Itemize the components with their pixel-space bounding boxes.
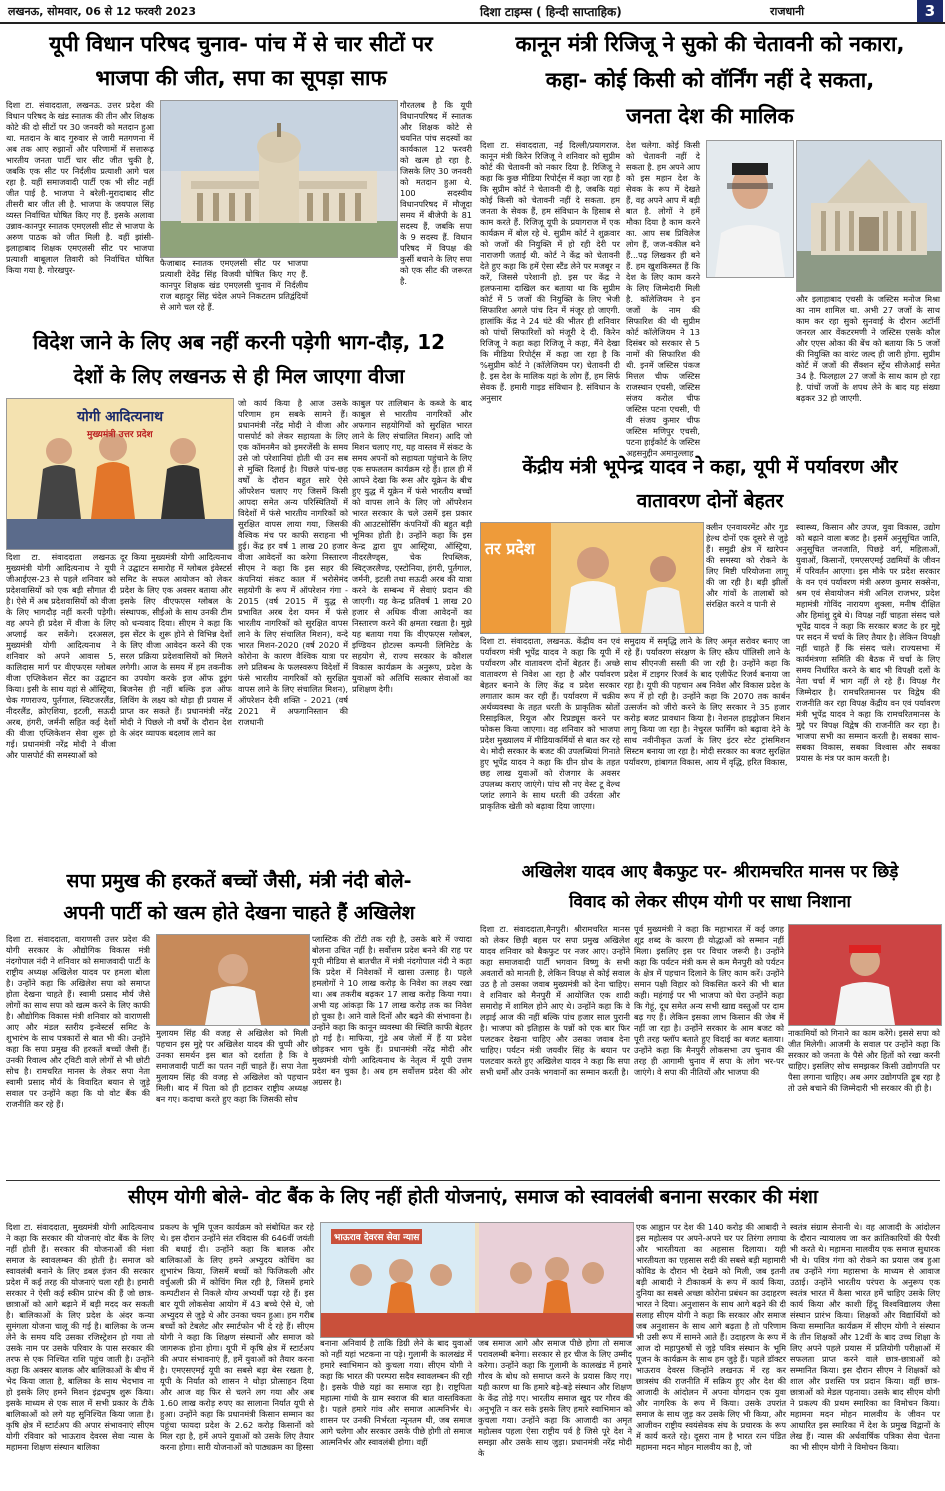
a1-headline-line2: भाजपा की जीत, सपा का सूपड़ा साफ — [95, 66, 387, 90]
a2-column-3: और इलाहाबाद एचसी के जस्टिस मनोज मिश्रा का नाम शामिल था. अभी 27 जजों के साथ काम कर रहा सुको सुनवाई के दौरान अटॉर्नी जनरल आर वेंकटरमणी ने जस्टिस एसके कौल और एएस ओका की बेंच को बताया कि 5 जजों की नियुक्ति का वारंट जल्द ही जारी होगा. सुप्रीम कोर्ट में जजों की सैंक्शन स्ट्रेंथ सीजेआई समेत 34 है. फिलहाल 27 जजों के साथ काम हो रहा है. पांचों जजों के शपथ लेने के बाद यह संख्या बढ़कर 32 हो जाएगी. — [796, 294, 940, 403]
a6-headline-line2: विवाद को लेकर सीएम योगी पर साधा निशाना — [569, 892, 851, 912]
a3-photo-event — [6, 398, 234, 550]
a1-column-1: दिशा टा. संवाददाता, लखनऊ. उत्तर प्रदेश की विधान परिषद के खंड स्नातक की तीन और शिक्षक कोटे की दो सीटों पर 30 जनवरी को मतदान हुआ था. मतदान के बाद गुरुवार से जारी मतगणना में अब तक आए रुझानों और परिणामों में सत्तारूढ़ भारतीय जनता पार्टी चार सीट जीत चुकी है, जबकि एक सीट पर निर्दलीय प्रत्याशी आगे चल रहा है. यहीं समाजवादी पार्टी एक भी सीट नहीं जीत पाई है. भाजपा ने बरेली-मुरादाबाद सीट तीसरी बार जीत ली है. भाजपा के जयपाल सिंह व्यस्त निर्वाचित घोषित किए गए हैं. इसके अलावा उन्नाव-कानपुर स्नातक एमएलसी सीट से भाजपा के अरुण पाठक को जीत मिली है. वहीं झांसी-इलाहाबाद शिक्षक एमएलसी सीट पर भाजपा प्रत्याशी बाबूलाल तिवारी को निर्वाचित घोषित किया गया है. गोरखपुर- — [6, 100, 154, 275]
a1-photo-vidhan-bhawan — [160, 100, 398, 258]
a6-column-3: नाकामियों को गिनाने का काम करेंगे। इससे सपा को जीत मिलेगी। आजमी के सवाल पर उन्होंने कहा कि सरकार को जनता के पैसे और हितों को रखा करनी चाहिए। इसलिए सोच समझकर किसी उद्योगपति पर पैसा लगाना चाहिए। अब अगर उद्योगपति डूब रहा है तो उसे बचाने की जिम्मेदारी भी सरकार की ही है। — [788, 1028, 940, 1093]
a6-photo-akhilesh — [788, 924, 942, 1026]
a4-headline-line1: केंद्रीय मंत्री भूपेन्द्र यादव ने कहा, यूपी में पर्यावरण और — [522, 456, 898, 478]
minister-nandi-portrait — [157, 935, 309, 1025]
a7-column-3: बनाना अनिवार्य है ताकि डिग्री लेने के बाद युवाओं को नहीं यहां भटकना ना पड़े। गुलामी के कालखंड में हमारे स्वाभिमान को कुचला गया। सीएम योगी ने कहा कि भारत की परम्परा सदैव स्वावलम्बन की रही है। इसके पीछे यहां का समाज रहा है। राष्ट्रपिता महात्मा गांधी के ग्राम स्वराज की बात वास्तविकता है। पहले हमारे गांव और समाज आत्मनिर्भर थे। शासन पर उनकी निर्भरता न्यूनतम थी, जब समाज आगे चलेगा और सरकार उसके पीछे होगी तो समाज आत्मनिर्भर और स्वावलंबी होगा। वहीं — [320, 1338, 472, 1447]
a7-column-4: जब समाज आगे और समाज पीछे होगा तो समाज परावलम्बी बनेगा। सरकार से हर चीज के लिए उम्मीद करेगा। उन्होंने कहा कि गुलामी के कालखंड में हमारे गौरव के बोध को समाप्त करने के प्रयास किए गए। यही कारण था कि हमारे बड़े-बड़े संस्थान और शिक्षण के केंद्र तोड़े गए। भारतीय समाज खुद पर गौरव की अनुभूति न कर सके इसके लिए हमारे स्वाभिमान को कुचला गया। उन्होंने कहा कि आजादी का अमृत महोत्सव पहला ऐसा राष्ट्रीय पर्व है जिसे पूरे देश ने समझा और उसके साथ जुड़ा। प्रधानमंत्री नरेंद्र मोदी के — [478, 1338, 632, 1458]
a2-photo-supreme-court — [796, 140, 942, 292]
page-number: 3 — [917, 0, 943, 22]
a5-column-3: प्लास्टिक की टोंटी तक रही है, उसके बारे में ज्यादा बोलना उचित नहीं है। सर्वोत्तम प्रदेश बनने की राह पर यूपी मीडिया से बातचीत में मंत्री नंदगोपाल नंदी ने कहा कि प्रदेश में निवेशकों में खासा उत्साह है। पहले हमलोगों ने 10 लाख करोड़ के निवेश का लक्ष्य रखा था। अब तकरीब बढ़कर 17 लाख करोड़ किया गया। अभी यह आंकड़ा कि 17 लाख करोड़ तक का निवेश हो चुका है। आने वाले दिनों और बढ़ने की संभावना है। उन्होंने कहा कि कानून व्यवस्था की स्थिति काफी बेहतर हो गई है। माफिया, गुंडे अब जेलों में हैं या प्रदेश छोड़कर भाग चुके हैं। प्रधानमंत्री नरेंद्र मोदी और मुख्यमंत्री योगी आदित्यनाथ के नेतृत्व में यूपी उत्तम प्रदेश बन चुका है। अब हम सर्वोत्तम प्रदेश की ओर अग्रसर है। — [312, 934, 472, 1087]
akhilesh-portrait — [789, 925, 941, 1025]
a4-column-2-bottom: समुदाय में समृद्धि लाने के लिए अमृत सरोवर बनाए जा रहे हैं। पर्यावरण संरक्षण के लिए स्क्रैप पॉलिसी लाने के साथ सीएनजी सस्ती की जा रही है। उन्होंने कहा कि प्रदेश में टाइगर रिजर्व के बाद एलीफेंट रिजर्व बनाया जा रहा है। यूपी की पहचान अब निवेश और विकास प्रदेश के रूप में हो रही है। उन्होंने कहा कि 2070 तक कार्बन उत्सर्जन को जीरो करने के लिए सरकार ने 35 हजार करोड़ बजट प्रावधान किया है। नेशनल हाइड्रोजन मिशन लागू किया जा रहा है। नेचुरल फार्मिंग को बढ़ावा देने के साथ नवीनीकृत ऊर्जा के लिए इंटर स्टेट ट्रांसमिशन सिस्टम बनाया जा रहा है। मोदी सरकार का बजट सुरक्षित पर्यावरण, हांबागत विकास, आय में वृद्धि, हरित विकास, — [624, 636, 790, 767]
a5-column-2: मुलायम सिंह की वजह से अखिलेश को मिली पहचान इस मुद्दे पर अखिलेश यादव की चुप्पी और उनका समर्थन इस बात को दर्शाता है कि वे समाजवादी पार्टी का पतन नहीं चाहते हैं। सपा नेता मुलायम सिंह की वजह से अखिलेश को पहचान मिली। बाद में पिता को ही हटाकर राष्ट्रीय अध्यक्ष बन गए। कदाचा करते हुए कहा कि जिसकी सोच — [156, 1028, 308, 1104]
supreme-court-building — [797, 141, 941, 291]
a2-headline-line1: कानून मंत्री रिजिजू ने सुको की चेतावनी को नकारा, — [515, 32, 905, 56]
section-name: राजधानी — [770, 5, 805, 18]
a1-column-3: गौरतलब है कि यूपी विधानपरिषद में स्नातक और शिक्षक कोटे से चयनित पांच सदस्यों का कार्यकाल 12 फरवरी को खत्म हो रहा है. जिसके लिए 30 जनवरी को मतदान हुआ थे. 100 सदस्यीय विधानपरिषद में मौजूदा समय में बीजेपी के 81 सदस्य हैं, जबकि सपा के 9 सदस्य हैं. विधान परिषद में विपक्ष की कुर्सी बचाने के लिए सपा को एक सीट की जरूरत है. — [400, 100, 472, 286]
a7-column-6: स्वतंत्र संग्राम सेनानी थे। वह आजादी के आंदोलन के दौरान न्यायालय जा कर क्रांतिकारियों की पैरवी भी करते थे। महामना मालवीय एक समाज सुधारक भी थे। पवित्र गंगा को रोकने का प्रयास जब हुआ तब उन्होंने गंगा महासभा के माध्यम से आवाज उठाई। उन्होंने भारतीय परंपरा के अनुरूप एक स्वतंत्र भारत में कैसा भारत हमें चाहिए उसके लिए कार्य किया और काशी हिंदू विश्वविद्यालय जैसा संस्थान प्रारंभ किया। शिक्षकों और विद्यार्थियों को किया सम्मानित कार्यक्रम में सीएम योगी ने संस्थान के तीन शिक्षकों और 12वीं के बाद उच्च शिक्षा के लिए अपने पहले प्रयास में प्रतियोगी परीक्षाओं में सफलता प्राप्त करने वाले छात्र-छात्राओं को सम्मानित किया। इस दौरान सीएम ने शिक्षकों को शाल और प्रशस्ति पत्र प्रदान किया। वहीं छात्र-छात्राओं को मेडल पहनाया। उसके बाद सीएम योगी ने प्रकल्प की प्रथम स्मारिका का विमोचन किया। महामना मदन मोहन मालवीय के जीवन पर आधारित इस स्मारिका में देश के प्रमुख विद्वानों के लेख हैं। न्यास की अर्धवार्षिक पत्रिका सेवा चेतना का भी सीएम योगी ने विमोचन किया। — [790, 1222, 940, 1452]
a2-headline-line3: जनता देश की मालिक — [626, 104, 794, 128]
a2-column-1: दिशा टा. संवाददाता, नई दिल्ली/प्रयागराज. कानून मंत्री किरेन रिजिजू ने शनिवार को सुप्रीम कोर्ट की चेतावनी को नकार दिया है. रिजिजू ने कहा कि कुछ मीडिया रिपोर्ट्स में कहा जा रहा है कि सुप्रीम कोर्ट ने चेतावनी दी है, जबकि यहां कोई किसी को चेतावनी नहीं दे सकता. हम जनता के सेवक हैं, हम संविधान के हिसाब से काम करते हैं. रिजिजू यूपी के प्रयागराज में एक कार्यक्रम में बोल रहे थे. सुप्रीम कोर्ट ने शुक्रवार को जजों की नियुक्ति में हो रही देरी पर नाराजगी जताई थी. कोर्ट ने केंद्र को चेतावनी देते हुए कहा कि हमें ऐसा स्टैंड लेने पर मजबूर न करें, जिससे परेशानी हो. इस पर केंद्र ने हलफनामा दाखिल कर बताया था कि सुप्रीम कोर्ट में 5 जजों की नियुक्ति के लिए भेजी सिफारिश अगले पांच दिन में मंजूर हो जाएगी. हालांकि केंद्र ने 24 घंटे की भीतर ही शनिवार को पांचों सिफारिशों को मंजूरी दे दी. किरेन रिजिजू ने कहा कहा रिजिजू ने कहा, मैंने देखा कि मीडिया रिपोर्ट्स में कहा जा रहा है कि %सुप्रीम कोर्ट ने (कॉलेजियम पर) चेतावनी दी है. इस देश के मालिक यहां के लोग हैं, हम सिर्फ सेवक हैं. हमारी गाइड संविधान है. संविधान के अनुसार — [480, 140, 620, 403]
a3-headline-line2: देशों के लिए लखनऊ से ही मिल जाएगा वीजा — [73, 364, 405, 388]
a3-banner-subtext: मुख्यमंत्री उत्तर प्रदेश — [87, 430, 153, 440]
a7-photo-event — [320, 1222, 634, 1338]
a5-headline-line1: सपा प्रमुख की हरकतें बच्चों जैसी, मंत्री नंदी बोले- — [66, 870, 412, 892]
a5-column-1: दिशा टा. संवाददाता, वाराणसी उत्तर प्रदेश की योगी सरकार के औद्योगिक विकास मंत्री नंदगोपाल नंदी ने शनिवार को समाजवादी पार्टी के राष्ट्रीय अध्यक्ष अखिलेश यादव पर हमला बोला है। उन्होंने कहा कि अखिलेश सपा को समाप्त होता देखना चाहते हैं। स्वामी प्रसाद मौर्य जैसे लोगों का साथ सपा को खत्म करने के लिए काफी है। औद्योगिक विकास मंत्री शनिवार को वाराणसी आए और मंडल स्तरीय इन्वेस्टर्स समिट के शुभारंभ के साथ पत्रकारों से बात भी की। उन्होंने कहा कि सपा प्रमुख की हरकतें बच्चों जैसी हैं। उनकी रिवाल्व और ट्विटी वाले लोगों से भी छोटी सोच है। रामचरित मानस के लेकर सपा नेता स्वामी प्रसाद मौर्य के विवादित बयान से जुड़े सवाल पर उन्होंने कहा कि यो वोट बैंक की राजनीति कर रहे हैं। — [6, 934, 150, 1109]
a7-column-1: दिशा टा. संवाददाता, मुख्यमंत्री योगी आदित्यनाथ ने कहा कि सरकार की योजनाएं वोट बैंक के लिए नहीं होती हैं। सरकार की योजनाओं की मंशा समाज के स्वावलम्बन की होती है। समाज को स्वावलंबी बनाने के लिए डबल इंजन की सरकार प्रदेश में कई तरह की योजनाएं चला रही है। हमारी सरकार ने ऐसी कई स्कीम प्रारंभ की हैं जो छात्र-छात्राओं को आगे बढ़ाने में बड़ी मदद कर सकती है। बालिकाओं के लिए प्रदेश के अंदर कन्या सुमंगला योजना चालू की गई है। बालिका के जन्म लेने के समय यदि उसका रजिस्ट्रेशन हो गया तो उसके नाम पर उसके परिवार के पास सरकार की तरफ से एक निश्चित राशि पहुंच जाती है। उन्होंने कहा कि अक्सर बालक और बालिकाओं के बीच में भेद किया जाता है, बालिका के साथ भेदभाव ना हो इसके लिए हमने मिशन इंद्रधनुष शुरू किया। इसके माध्यम से एक साल में सभी प्रकार के टीके बालिकाओं को लगे यह सुनिश्चित किया जाता है। कृषि क्षेत्र में स्टार्टअप की अपार संभावनाएं सीएम योगी रविवार को भाऊराव देवरस सेवा न्यास के महामना शिक्षण संस्थान बालिका — [6, 1222, 154, 1452]
a6-column-2: पूर्व मुख्यमंत्री ने कहा कि महाभारत में कई जगह शूद्र शब्द के कारण ही योद्धाओं को सम्मान नहीं मिला। इसलिए इस पर विचार जरूरी है। उन्होंने कहा कि पर्यटन मंत्री कम से कम मैनपुरी को पर्यटन के क्षेत्र में पहचान दिलाने के लिए काम करें। उन्होंने समान पक्षी विहार को विकसित करने की भी बात कही। महंगाई पर भी भाजपा को घेरा उन्होंने कहा कि गेहूं, दूध समेत अन्य सभी खाद्य वस्तुओं पर दाम बढ़ गए हैं। लेकिन इसका लाभ किसान की जेब में नहीं जा रहा है। उन्होंने सरकार के आम बजट को पूरी तरह फ्लॉप बताते हुए विदाई का बजट बताया। उन्होंने कहा कि मैनपुरी लोकसभा उप चुनाव की तरह ही आगामी चुनाव में सपा के लोग भर-पर जाएंगे। वे सपा की नीतियों और भाजपा की — [634, 924, 784, 1077]
a7-column-5: एक आह्वान पर देश की 140 करोड़ की आबादी ने इस महोत्सव पर अपने-अपने घर पर तिरंगा लगाया और भारतीयता का अहसास दिलाया। यही भारतीयता का एहसास सदी की सबसे बड़ी महामारी कोविड के दौरान भी देखने को मिली, जब इतनी बड़ी आबादी ने टीकाकर्म के रूप में कार्य किया, दुनिया का सबसे अच्छा कोरोना प्रबंधन का उदाहरण भारत ने दिया। अनुशासन के साथ आगे बढ़ने की दी सलाह सीएम योगी ने कहा कि सरकार और समाज जब अनुशासन के साथ आगे बढ़ता है तो परिणाम भी उसी रूप में सामने आते हैं। उदाहरण के रूप में आज दो महापुरुषों से जुड़े पवित्र संस्थान के भूमि पूजन के कार्यक्रम के साथ हम जुड़े हैं। पहले डॉक्टर भाऊराव देवरस जिन्होंने लखनऊ में रह कर छात्रसंघ की राजनीति में सक्रिय हुए और देश की आजादी के आंदोलन में अपना योगदान एक युवा और नागरिक के रूप में किया। उसके उपरांत समाज के साथ जुड़ कर उसके लिए भी किया, और आजीवन राष्ट्रीय स्वयंसेवक संघ के प्रचारक के रूप में कार्य करते रहे। दूसरा नाम है भारत रत्न पंडित महामना मदन मोहन मालवीय का है, जो — [636, 1222, 786, 1452]
masthead — [0, 0, 945, 24]
a1-headline-line1: यूपी विधान परिषद चुनाव- पांच में से चार सीटों पर — [49, 32, 433, 56]
vidhan-bhawan-illustration — [161, 101, 397, 257]
a1-column-3-bottom — [312, 258, 472, 318]
a5-headline-line2: अपनी पार्टी को खत्म होते देखना चाहते हैं अखिलेश — [63, 902, 415, 924]
a6-headline-line1: अखिलेश यादव आए बैकफुट पर- श्रीरामचरित मानस पर छिड़े — [521, 862, 899, 882]
a4-column-1: दिशा टा. संवाददाता, लखनऊ. केंद्रीय वन एवं पर्यावरण मंत्री भूपेंद्र यादव ने कहा कि यूपी में पर्यावरण और वातावरण दोनों बेहतर हैं। अच्छे वातावरण से निवेश आ रहा है और पर्यावरण बेहतर बनाने के लिए केंद्र व प्रदेश सरकार लगातार काम कर रही हैं। पर्यावरण में चक्रीय अर्थव्यवस्था के तहत धरती के प्राकृतिक स्रोतों रिसाइकिल, रियूज और रिप्रड्यूस करने पर फोकस किया जाएगा। वह शनिवार को भाजपा प्रदेश मुख्यालय में मीडियाकर्मियों से बात कर रहे थे। मोदी सरकार के बजट की उपलब्धियां गिनाते हुए भूपेंद्र यादव ने कहा कि ग्रीन ग्रोथ के तहत छह लाख युवाओं को रोजगार के अवसर उपलब्ध कराए जाएंगे। पांच सौ नए वेस्ट टू वेल्थ प्लांट लगाने के साथ धरती की उर्वरता और प्राकृतिक खेती को बढ़ावा दिया जाएगा। — [480, 636, 620, 811]
a3-column-2: दूर किया मुख्यमंत्री योगी आदित्यनाथ ने उद्घाटन समारोह में ग्लोबल इंवेस्टर्स समिट के सफल आयोजन को लेकर प्रदेश के लिए एक अवसर बताया और इसके लिए वीएफएस ग्लोबल के संस्थापक, सीईओ के साथ उनकी टीम को धन्यवाद दिया। सीएम ने कहा कि इस सेंटर के शुरू होने से विभिन्न देशों के लिए वीजा आवेदन करने की एक सरल प्रक्रिया प्रदेशवासियों को मिलने लगेगी। आज के समय में हम तकनीक का उपयोग करके इज ऑफ डूइंग बिजनेस ही नहीं बल्कि इज ऑफ लिविंग के लक्ष्य को थोड़ा ही प्रयास में प्राप्त कर सकते हैं। प्रधानमंत्री नरेंद्र मोदी ने पिछले नौ वर्षों के दौरान देश के अंदर व्यापक बदलाव लाने का — [120, 552, 232, 738]
a4-column-2-top: क्लीन एनवायरमेंट और गुड हेल्थ दोनों एक दूसरे से जुड़े हैं। समुद्री क्षेत्र में खारेपन की समस्या को रोकने के लिए मिष्टी परियोजना लागू की जा रही है। बड़ी झीलों और गांवों के तालाबों को संरक्षित करने व पानी से — [706, 522, 788, 609]
a5-photo-nandi — [156, 934, 310, 1026]
minister-portrait — [707, 141, 793, 277]
a2-photo-rijiju — [706, 140, 794, 278]
a6-column-1: दिशा टा. संवाददाता,मैनपुरी। श्रीरामचरित मानस को लेकर छिड़ी बहस पर सपा प्रमुख अखिलेश यादव शनिवार को बैकफुट पर नजर आए। उन्होंने कहा समाजवादी पार्टी भगवान विष्णु के सभी अवतारों को मानती है, लेकिन विपक्ष से कोई सवाल उठ है तो उसका जवाब मुख्यमंत्री को देना चाहिए। वे शनिवार को मैनपुरी में आयोजित एक शादी समारोह में शामिल होने आए थे। उन्होंने कहा कि वे लड़ाई आज की नहीं बल्कि पांच हजार साल पुरानी है। भाजपा को इतिहास के पन्नों को एक बार फिर पलटकर देखना चाहिए और उसका जवाब देना चाहिए। पर्यटन मंत्री जयवीर सिंह के बयान पर पलटवार करते हुए अखिलेश यादव ने कहा कि सपा सभी धर्मों और उनके भगवानों का सम्मान करती है। — [480, 924, 630, 1077]
a7-column-2: प्रकल्प के भूमि पूजन कार्यक्रम को संबोधित कर रहे थे। इस दौरान उन्होंने संत रविदास की 646वीं जयंती की बधाई दी। उन्होंने कहा कि बालक और बालिकाओं के लिए हमने अभ्युदय कोचिंग का शुभारंभ किया, जिसमें बच्चों को फिजिकली और वर्चुअली फ्री में कोचिंग मिल रही है, जिसमें हमारे कम्पटीशन से निकले योग्य अभ्यर्थी पढ़ा रहे हैं। इस बार यूपी लोकसेवा आयोग में 43 बच्चे ऐसे थे, जो अभ्युदय से जुड़े थे और उनका चयन हुआ। हम गरीब बच्चों को टेबलेट और स्मार्टफोन भी दे रहे हैं। सीएम योगी ने कहा कि शिक्षण संस्थानों और समाज को जागरूक होना होगा। यूपी में कृषि क्षेत्र में स्टार्टअप की अपार संभावनाएं हैं, हमें युवाओं को तैयार करना है। एमएसएमई यूपी का सबसे बड़ा बेस रखता है, यूपी के निर्यात को शासन ने थोड़ा प्रोत्साहन दिया और आज वह फिर से चलने लग गया और अब 1.60 लाख करोड़ रुपए का सालाना निर्यात यूपी से हुआ। उन्होंने कहा कि प्रधानमंत्री किसान सम्मान का पहुंचा फायदा प्रदेश के 2.62 करोड़ किसानों को मिल रहा है, हमें अपने युवाओं को उसके लिए तैयार करना होगा। सारी योजनाओं को पाठ्यक्रम का हिस्सा — [160, 1222, 314, 1452]
a4-banner-text: तर प्रदेश — [485, 539, 535, 558]
a3-column-3: जो कार्य किया है आज उसके परिणाम हम सबके सामने हैं। प्रधानमंत्री नरेंद्र मोदी ने वीजा और पासपोर्ट को लेकर सहायता के लिए एक कॉमनमैन को इमरजेंसी के समय उसे जो परेशानियां होती थी उन सब से मुक्ति दिलाई है। पिछले पांच-छह वर्षों के दौरान बहुत सारे ऐसे ऑपरेशन चलाए गए जिसमें किसी आपदा समेत अन्य परिस्थितियों में विदेशों में फंसे भारतीय नागरिकों को सुरक्षित वापस लाया गया, जिसकी वैश्विक मंच पर काफी सराहना भी हुई। केंद्र हर वर्ष 1 लाख 20 हजार वीजा आवेदनों का करेगा निस्तारण सीएम ने कहा कि इस सहर की कंपनियां संकट काल में भरोसेमंद सहयोगी के रूप में ऑपरेशन गंगा - 2015 (वर्ष 2015 में युद्ध से प्रभावित अरब देश यमन में फंसे भारतीय नागरिकों को सुरक्षित वापस लाने के लिए संचालित मिशन), वन्दे भारत मिशन-2020 (वर्ष 2020 में कोरोना के कारण वैश्विक यात्रा पर लगे प्रतिबन्ध के फलस्वरूप विदेशों में फंसे भारतीय नागरिकों को सुरक्षित वापस लाने के लिए संचालित मिशन), ऑपरेशन देवी शक्ति - 2021 (वर्ष 2021 में अफगानिस्तान की राजधानी — [238, 398, 348, 727]
a3-headline-line1: विदेश जाने के लिए अब नहीं करनी पड़ेगी भाग-दौड़, 12 — [32, 330, 446, 354]
a4-column-3: स्वास्थ्य, किसान और उपज, युवा विकास, उद्योग को बढ़ाने वाला बजट है। इसमें अनुसूचित जाति, अनुसूचित जनजाति, पिछड़े वर्ग, महिलाओं, युवाओं, किसानों, एमएसएमई उद्यमियों के जीवन में परिवर्तन आएगा। इस मौके पर प्रदेश सरकार के वन एवं पर्यावरण मंत्री अरुण कुमार सक्सेना, श्रम एवं सेवायोजन मंत्री अनिल राजभर, प्रदेश महामंत्री गोविंद नारायण शुक्ला, मनीष दीक्षित और हिमांशु दुबे थे। विपक्ष नहीं चाहता संसद चले भूपेंद्र यादव ने कहा कि सरकार बजट के हर मुद्दे पर सदन में चर्चा के लिए तैयार है। लेकिन विपक्षी नहीं चाहते हैं कि संसद चले। राज्यसभा में कार्यमंत्रणा समिति की बैठक में चर्चा के लिए समय निर्धारित करने के बाद भी विपक्षी दलों के नेता चर्चा में भाग नहीं ले रहे हैं। विपक्ष गैर जिम्मेदार है। रामचरितमानस पर विद्वेष की राजनीति कर रहा विपक्ष केंद्रीय वन एवं पर्यावरण मंत्री भूपेंद्र यादव ने कहा कि रामचरितमानस के मुद्दे पर विपक्ष विद्वेष की राजनीति कर रहा है। भाजपा सभी का सम्मान करती है। सबका साथ-सबका विकास, सबका विश्वास और सबका प्रयास के मंत्र पर काम करती है। — [796, 522, 940, 763]
divider-rule — [6, 1180, 940, 1181]
a7-banner-text: भाऊराव देवरस सेवा न्यास — [331, 1229, 422, 1244]
a4-headline-line2: वातावरण दोनों बेहतर — [636, 490, 784, 512]
edition-date: लखनऊ, सोमवार, 06 से 12 फरवरी 2023 — [8, 5, 196, 18]
newspaper-name: दिशा टाइम्स ( हिन्दी साप्ताहिक) — [480, 5, 622, 19]
a2-column-2-bottom — [706, 280, 792, 446]
a2-headline-line2: कहा- कोई किसी को वॉर्निंग नहीं दे सकता, — [545, 68, 875, 92]
a3-column-4: काबुल पर तालिबान के कब्जे के बाद काबुल से भारतीय नागरिकों और अफगान सहयोगियों को सुरक्षित भारत लाने के लिए संचालित मिशन) आदि जो मिशन चलाए गए, यह वास्तव में संकट के समय अपनों को सहायता पहुंचाने के लिए एक सफलतम कार्यक्रम रहे हैं। हाल ही में आपने देखा कि रूस और यूक्रेन के बीच हुए युद्ध में यूक्रेन में फंसे भारतीय बच्चों को वापस लाने के लिए जो ऑपरेशन भारत सरकार के चले उसमें इस प्रकार की आउटसोर्सिंग कंपनियों की बहुत बड़ी भूमिका होती है। उन्होंने कहा कि इस केन्द्र द्वारा ग्रुप आस्ट्रिया, ऑस्ट्रिया, नीदरलैण्ड्स, चेक रिपब्लिक, स्विट्जरलैण्ड, एस्टोनिया, हंगरी, पुर्तगाल, जर्मनी, इटली तथा सऊदी अरब की यात्रा करने के सम्बन्ध में सेवाएं प्रदान की जाएगी। यह केन्द्र प्रतिवर्ष 1 लाख 20 हजार से अधिक वीजा आवेदनों का निस्तारण करने की क्षमता रखता है। मुझे यह बताया गया कि वीएफएस ग्लोबल, इण्डियन होटल्स कम्पनी लिमिटेड के सहयोग से, राज्य सरकार के कौशल विकास कार्यक्रम के अनुरूप, प्रदेश के युवाओं को अतिथि सत्कार सेवाओं का प्रशिक्षण देगी। — [352, 398, 472, 694]
a2-column-2-top: देश चलेगा. कोई किसी को चेतावनी नहीं दे सकता है. हम अपने आप को इस महान देश के सेवक के रूप में देखते हैं, वह अपने आप में बड़ी बात है. लोगों ने हमें मौका दिया है काम करने का. आप सब प्रिविलेज लोग हैं, जज-वकील बने हैं...पढ़ लिखकर ही बने हैं. हम खुशकिस्मत हैं कि देश के लिए काम करने के लिए जिम्मेदारी मिली है. कॉलेजियम ने इन जजों के नाम की सिफारिश की थी सुप्रीम कोर्ट कॉलेजियम ने 13 दिसंबर को सरकार से 5 नामों की सिफारिश की थी. इनमें जस्टिस पंकज मित्तल चीफ जस्टिस राजस्थान एचसी, जस्टिस संजय करोल चीफ जस्टिस पटना एचसी, पी वी संजय कुमार चीफ जस्टिस मणिपुर एचसी, पटना हाईकोर्ट के जस्टिस अहसनुद्दीन अमानुल्लाह — [626, 140, 700, 458]
a3-banner-text: योगी आदित्यनाथ — [77, 409, 164, 425]
a7-headline: सीएम योगी बोले- वोट बैंक के लिए नहीं होती योजनाएं, समाज को स्वावलंबी बनाना सरकार की मंशा — [128, 1186, 818, 1208]
a1-column-2-bottom: फैजाबाद स्नातक एमएलसी सीट पर भाजपा प्रत्याशी देवेंद्र सिंह विजयी घोषित किए गए हैं. कानपुर शिक्षक खंड एमएलसी चुनाव में निर्दलीय राज बहादुर सिंह चंदेल अपने निकटतम प्रतिद्वंदियों से आगे चल रहे हैं. — [160, 258, 308, 312]
a4-photo-bhupendra — [480, 522, 704, 634]
a3-column-1: दिशा टा. संवाददाता लखनऊ मुख्यमंत्री योगी आदित्यनाथ ने यूपी जीआईएस-23 से पहले शनिवार को प्रदेशवासियों को एक बड़ी सौगात दी है। ऐसे में अब प्रदेशवासियों को वीजा के लिए भागदौड़ नहीं करनी पड़ेगी। वह अपने ही प्रदेश में वीजा के लिए अप्लाई कर सकेंगे। दरअसल, मुख्यमंत्री योगी आदित्यनाथ ने शनिवार को अपने आवास 5, कालिदास मार्ग पर वीएफएस ग्लोबल वीजा एप्लिकेशन सेंटर का उद्घाटन किया। इसी के साथ यहां से ऑस्ट्रिया, चेक गणराज्य, पुर्तगाल, स्विटजरलैंड, नीदरलैंड, क्रोएशिया, इटली, सऊदी अरब, हंगरी, जर्मनी सहित कई देशों की वीजा एप्लिकेशन सेवा शुरू हो गई। प्रधानमंत्री नरेंद्र मोदी ने वीजा और पासपोर्ट की समस्याओं को — [6, 552, 116, 760]
